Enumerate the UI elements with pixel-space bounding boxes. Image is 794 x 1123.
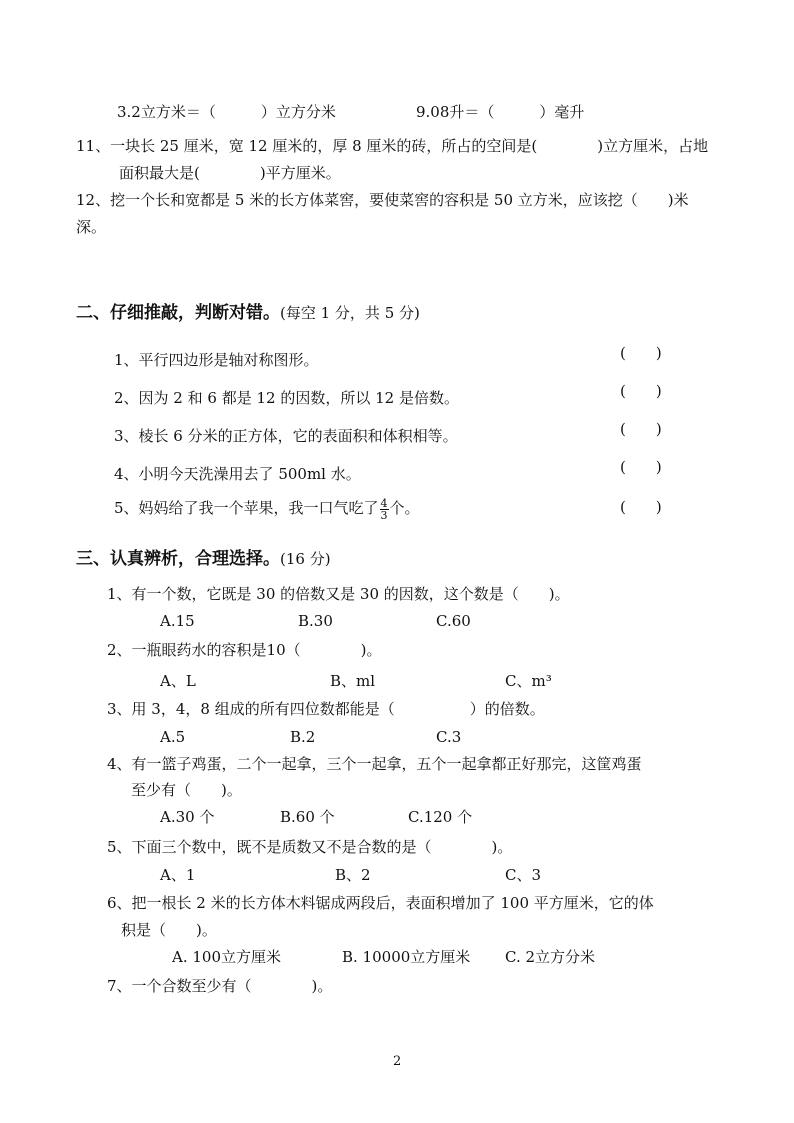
q4-option-c[interactable]: C.120 个 [408, 808, 473, 826]
fraction-denominator: 3 [380, 508, 388, 522]
judge-item-4: 4、小明今天洗澡用去了 500ml 水。 [114, 465, 361, 483]
choice-q6-line1: 6、把一根长 2 米的长方体木料锯成两段后，表面积增加了 100 平方厘米，它的体 [107, 894, 654, 912]
judge-answer-1[interactable]: ( ) [620, 344, 662, 362]
judge-item-3: 3、棱长 6 分米的正方体，它的表面积和体积相等。 [114, 427, 458, 445]
q1-option-c[interactable]: C.60 [436, 612, 471, 630]
q2-option-c[interactable]: C、m³ [505, 672, 552, 690]
choice-q4-line2: 至少有（ )。 [131, 781, 242, 799]
q4-option-a[interactable]: A.30 个 [160, 808, 215, 826]
choice-q1: 1、有一个数，它既是 30 的倍数又是 30 的因数，这个数是（ )。 [107, 585, 570, 603]
judge-answer-5[interactable]: ( ) [620, 498, 662, 516]
judge-answer-3[interactable]: ( ) [620, 420, 662, 438]
q5-option-b[interactable]: B、2 [335, 866, 371, 884]
page-number: 2 [393, 1054, 402, 1069]
section2-heading [76, 303, 420, 323]
q5-option-c[interactable]: C、3 [505, 866, 542, 884]
choice-q2: 2、一瓶眼药水的容积是10（ )。 [107, 641, 382, 659]
choice-q4-line1: 4、有一篮子鸡蛋，二个一起拿，三个一起拿，五个一起拿都正好那完，这筐鸡蛋 [107, 755, 642, 773]
section3-heading [76, 549, 331, 569]
q3-option-b[interactable]: B.2 [290, 728, 316, 746]
judge-item-5 [114, 496, 420, 521]
fraction-numerator: 4 [380, 496, 388, 510]
q1-option-b[interactable]: B.30 [298, 612, 333, 630]
q1-option-a[interactable]: A.15 [160, 612, 195, 630]
choice-q3: 3、用 3，4，8 组成的所有四位数都能是（ ）的倍数。 [107, 700, 545, 718]
judge-item-5-tail: 个。 [389, 499, 420, 517]
q6-option-b[interactable]: B. 10000立方厘米 [342, 948, 471, 966]
q12-line1: 12、挖一个长和宽都是 5 米的长方体菜窖，要使菜窖的容积是 50 立方米，应该挖（ )米 [76, 191, 689, 209]
q11-line2: 面积最大是( )平方厘米。 [119, 164, 341, 182]
judge-item-2: 2、因为 2 和 6 都是 12 的因数，所以 12 是倍数。 [114, 389, 459, 407]
q10b-part2: 9.08升＝（ ）毫升 [416, 103, 585, 121]
q5-option-a[interactable]: A、1 [160, 866, 196, 884]
q11-line1: 11、一块长 25 厘米，宽 12 厘米的，厚 8 厘米的砖，所占的空间是( )立方厘米，占地 [76, 137, 709, 155]
judge-answer-4[interactable]: ( ) [620, 458, 662, 476]
q6-option-a[interactable]: A. 100立方厘米 [172, 948, 281, 966]
section2-note: (每空 1 分，共 5 分) [280, 304, 420, 322]
q10b-part1: 3.2立方米＝（ ）立方分米 [117, 103, 336, 121]
choice-q7: 7、一个合数至少有（ )。 [107, 977, 333, 995]
q3-option-a[interactable]: A.5 [160, 728, 186, 746]
q3-option-c[interactable]: C.3 [436, 728, 462, 746]
section2-title: 二、仔细推敲，判断对错。 [76, 303, 280, 323]
section3-title: 三、认真辨析，合理选择。 [76, 549, 280, 569]
judge-answer-2[interactable]: ( ) [620, 382, 662, 400]
q2-option-b[interactable]: B、ml [330, 672, 376, 690]
judge-item-1: 1、平行四边形是轴对称图形。 [114, 351, 319, 369]
choice-q5: 5、下面三个数中，既不是质数又不是合数的是（ )。 [107, 838, 513, 856]
fraction [380, 498, 389, 521]
q4-option-b[interactable]: B.60 个 [280, 808, 335, 826]
judge-item-5-text: 5、妈妈给了我一个苹果，我一口气吃了 [114, 499, 379, 517]
section3-note: (16 分) [280, 550, 331, 568]
q6-option-c[interactable]: C. 2立方分米 [505, 948, 596, 966]
q12-line2: 深。 [76, 218, 107, 236]
q2-option-a[interactable]: A、L [160, 672, 196, 690]
choice-q6-line2: 积是（ )。 [121, 921, 217, 939]
